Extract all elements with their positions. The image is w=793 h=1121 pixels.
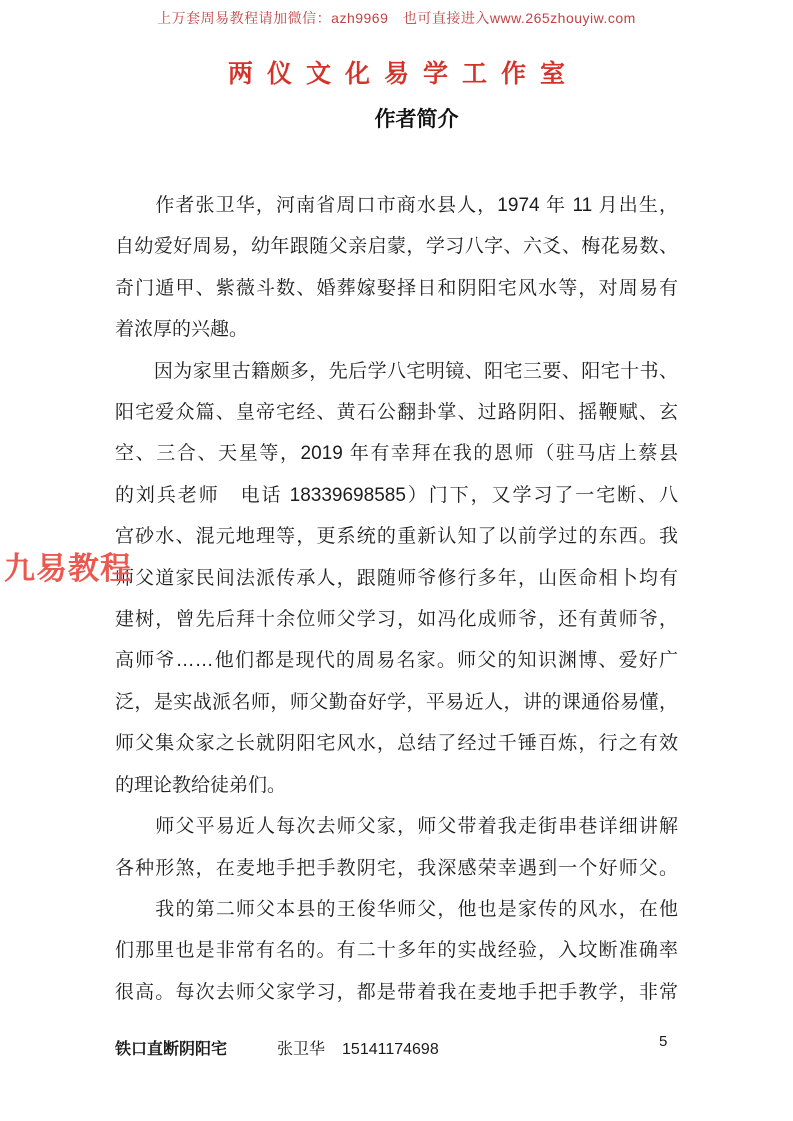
body-line: 空、三合、天星等，2019 年有幸拜在我的恩师（驻马店上蔡县 xyxy=(115,443,678,465)
body-line: 着浓厚的兴趣。 xyxy=(115,319,249,341)
header-promo-text: 上万套周易教程请加微信：azh9969 也可直接进入www.265zhouyiw.com xyxy=(157,10,636,26)
page-number: 5 xyxy=(659,1033,668,1050)
watermark-text: 九易教程 xyxy=(4,551,132,586)
body-line: 师父集众家之长就阴阳宅风水，总结了经过千锤百炼，行之有效 xyxy=(115,733,678,755)
body-line: 宫砂水、混元地理等，更系统的重新认知了以前学过的东西。我 xyxy=(115,526,678,548)
body-line: 师父平易近人每次去师父家，师父带着我走街串巷详细讲解 xyxy=(115,816,678,838)
body-text xyxy=(115,185,678,1013)
body-line: 奇门遁甲、紫薇斗数、婚葬嫁娶择日和阴阳宅风水等，对周易有 xyxy=(115,277,678,299)
body-line: 各种形煞，在麦地手把手教阴宅，我深感荣幸遇到一个好师父。 xyxy=(115,857,678,879)
footer-author-name: 张卫华 xyxy=(277,1041,326,1058)
body-line: 建树，曾先后拜十余位师父学习，如冯化成师爷，还有黄师爷， xyxy=(115,609,678,631)
paragraph xyxy=(115,806,678,889)
paragraph xyxy=(115,185,678,351)
section-heading-author-intro: 作者简介 xyxy=(374,108,459,131)
studio-title: 两仪文化易学工作室 xyxy=(227,60,579,88)
body-line: 高师爷……他们都是现代的周易名家。师父的知识渊博、爱好广 xyxy=(115,650,678,672)
paragraph xyxy=(115,351,678,806)
body-line: 自幼爱好周易，幼年跟随父亲启蒙，学习八字、六爻、梅花易数、 xyxy=(115,236,678,258)
body-line: 们那里也是非常有名的。有二十多年的实战经验，入坟断准确率 xyxy=(115,940,678,962)
body-line: 很高。每次去师父家学习，都是带着我在麦地手把手教学，非常 xyxy=(115,981,678,1003)
body-line: 的刘兵老师 电话 18339698585）门下，又学习了一宅断、八 xyxy=(115,484,678,506)
body-line: 的理论教给徒弟们。 xyxy=(115,774,287,796)
footer xyxy=(115,1036,678,1059)
paragraph xyxy=(115,889,678,1013)
body-line: 因为家里古籍颇多，先后学八宅明镜、阳宅三要、阳宅十书、 xyxy=(115,360,678,382)
body-line: 作者张卫华，河南省周口市商水县人，1974 年 11 月出生， xyxy=(115,195,678,216)
body-line: 泛，是实战派名师，师父勤奋好学，平易近人，讲的课通俗易懂， xyxy=(115,691,678,713)
body-line: 我的第二师父本县的王俊华师父，他也是家传的风水，在他 xyxy=(115,898,678,920)
footer-phone-number: 15141174698 xyxy=(342,1041,439,1058)
body-line: 阳宅爱众篇、皇帝宅经、黄石公翻卦掌、过路阴阳、摇鞭赋、玄 xyxy=(115,402,678,424)
footer-book-title: 铁口直断阴阳宅 xyxy=(115,1041,228,1058)
body-line: 师父道家民间法派传承人，跟随师爷修行多年，山医命相卜均有 xyxy=(115,567,678,589)
